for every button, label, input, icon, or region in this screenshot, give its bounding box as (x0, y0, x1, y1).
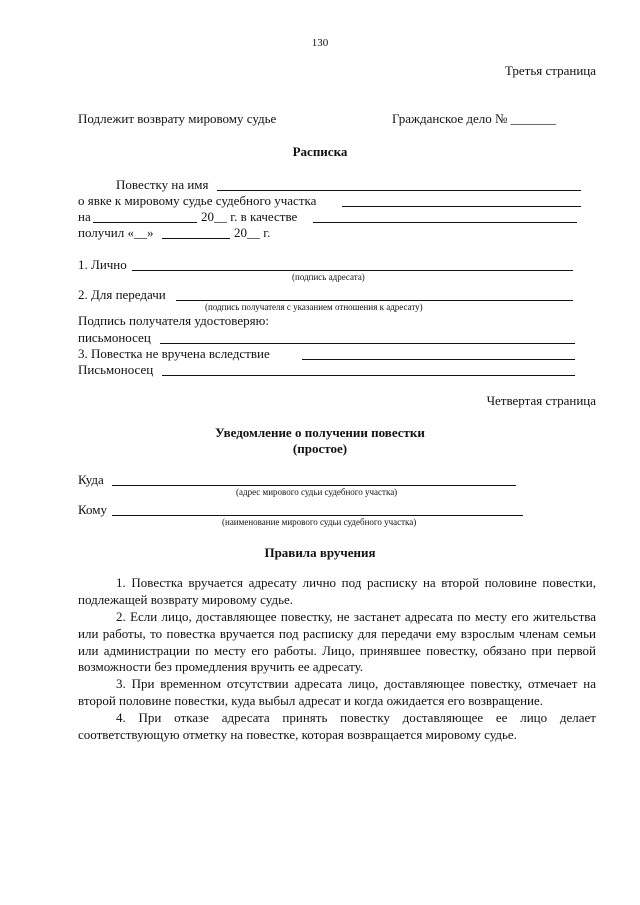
receipt-line2-label: о явке к мировому судье судебного участка (78, 193, 317, 208)
receipt-line4-year: 20__ г. (234, 225, 271, 240)
receipt-line3-on: на (78, 209, 91, 224)
received-month-line (162, 238, 230, 239)
addressee-signature-caption: (подпись адресата) (292, 272, 365, 282)
to-whom-caption: (наименование мирового судьи судебного участка) (222, 517, 417, 527)
for-transfer-label: 2. Для передачи (78, 287, 166, 302)
receipt-line3-capacity: 20__ г. в качестве (201, 209, 298, 224)
postman-lower-label: письмоносец (78, 330, 151, 345)
date-line (93, 222, 197, 223)
where-line (112, 485, 516, 486)
notice-title: Уведомление о получении повестки (215, 425, 425, 440)
rule-paragraph: 4. При отказе адресата принять повестку доставляющее ее лицо делает соответствующую отметку на повестке, которая возвращается мировому судье. (78, 710, 596, 742)
return-to-judge-label: Подлежит возврату мировому судье (78, 111, 277, 126)
addressee-name-line (217, 190, 581, 191)
transfer-signature-line (176, 300, 573, 301)
postman-line (162, 375, 575, 376)
rule-paragraph: 3. При временном отсутствии адресата лицо, доставляющее повестку, отмечает на второй половине повестки, куда выбыл адресат и когда ожидается его возвращение. (78, 676, 596, 708)
where-label: Куда (78, 472, 104, 487)
to-whom-line (112, 515, 523, 516)
page-number: 130 (311, 37, 329, 49)
receipt-title: Расписка (292, 144, 348, 159)
receiver-signature-caption: (подпись получателя с указанием отношения к адресату) (205, 302, 423, 312)
rules-title: Правила вручения (264, 545, 376, 560)
capacity-line (313, 222, 577, 223)
receipt-line1-label: Повестку на имя (116, 177, 209, 192)
personally-label: 1. Лично (78, 257, 127, 272)
third-page-label: Третья страница (504, 63, 596, 78)
fourth-page-label: Четвертая страница (486, 393, 596, 408)
postman-signature-line (160, 343, 575, 344)
certify-label: Подпись получателя удостоверяю: (78, 313, 269, 328)
notice-subtitle: (простое) (292, 441, 348, 456)
personally-signature-line (132, 270, 573, 271)
where-caption: (адрес мирового судьи судебного участка) (236, 487, 398, 497)
rule-paragraph: 1. Повестка вручается адресату лично под расписку на второй половине повестки, подлежащей возврату мировому судье. (78, 575, 596, 607)
judicial-district-line (342, 206, 581, 207)
rule-paragraph: 2. Если лицо, доставляющее повестку, не застанет адресата по месту его жительства или работы, то повестка вручается под расписку для передачи ему взрослым членам семьи или администрации по месту его работы. Лицо, принявшее повестку, обязано при первой возможности без промедления вручить ее адресату. (78, 609, 596, 675)
not-delivered-label: 3. Повестка не вручена вследствие (78, 346, 270, 361)
receipt-line4-received: получил «__» (78, 225, 154, 240)
postman-label: Письмоносец (78, 362, 154, 377)
to-whom-label: Кому (78, 502, 108, 517)
civil-case-number: Гражданское дело № _______ (392, 111, 557, 126)
not-delivered-reason-line (302, 359, 575, 360)
